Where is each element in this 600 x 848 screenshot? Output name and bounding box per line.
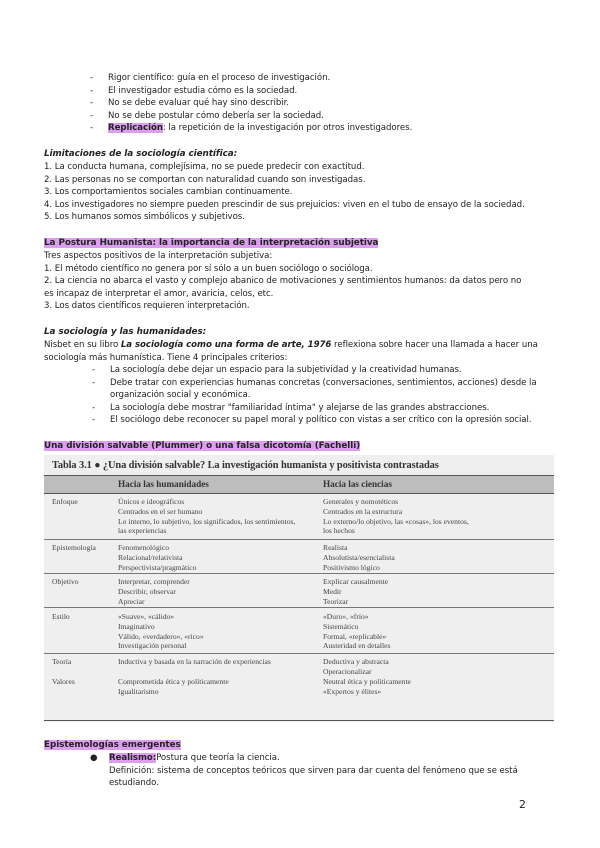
realismo-item — [90, 752, 560, 790]
table-cell: Explicar causalmente Medir Teorizar — [323, 577, 389, 606]
book-title: La sociología como una forma de arte, 1976 — [120, 340, 332, 350]
row-divider — [44, 607, 554, 608]
page-number: 2 — [519, 798, 526, 811]
table-header — [44, 475, 554, 494]
paragraph: Nisbet en su libro La sociología como una forma de arte, 1976 reflexiona sobre hacer una llamada a hacer una — [44, 340, 538, 350]
column-header: Hacia las humanidades — [118, 479, 209, 489]
section-heading: Epistemologías emergentes — [44, 740, 181, 750]
row-label: Teoría — [52, 657, 72, 666]
row-divider — [44, 653, 554, 654]
column-header: Hacia las ciencias — [323, 479, 392, 489]
list-item: 3. Los comportamientos sociales cambian continuamente. — [44, 187, 293, 198]
section-heading: La sociología y las humanidades: — [44, 327, 207, 337]
bullet-icon: ● — [90, 753, 98, 763]
list-item: 2. Las personas no se comportan con naturalidad cuando son investigadas. — [44, 174, 366, 185]
list-item: 2. La ciencia no abarca el vasto y complejo abanico de motivaciones y sentimientos humanos: da datos pero no — [44, 276, 522, 287]
table-cell: Inductiva y basada en la narración de experiencias — [118, 657, 271, 666]
row-label: Enfoque — [52, 497, 78, 506]
list-item: organización social y económica. — [110, 390, 251, 401]
list-item: - No se debe postular cómo debería ser la sociedad. — [90, 110, 324, 121]
paragraph: Definición: sistema de conceptos teóricos que sirven para dar cuenta del fenómeno que se está — [109, 765, 518, 776]
division-section — [44, 440, 564, 453]
list-item: - Debe tratar con experiencias humanas concretas (conversaciones, sentimientos, acciones) desde la — [92, 377, 537, 388]
list-item: ● Realismo:Postura que teoría la ciencia. — [90, 753, 280, 763]
table-cell: Generales y nomotéticos Centrados en la estructura Lo externo/lo objetivo, las «cosas», los eventos, los hechos — [323, 497, 469, 536]
paragraph: sociología más humanística. Tiene 4 principales criterios: — [44, 352, 288, 363]
list-item: - El investigador estudia cómo es la sociedad. — [90, 85, 298, 96]
comparison-table — [44, 455, 554, 722]
row-label: Epistemología — [52, 543, 96, 552]
section-heading: Una división salvable (Plummer) o una falsa dicotomía (Fachelli) — [44, 441, 361, 451]
list-item: - La sociología debe dejar un espacio para la subjetividad y la creatividad humanas. — [92, 365, 462, 375]
replicacion-term: Replicación — [108, 123, 163, 134]
list-item: - Rigor científico: guía en el proceso de investigación. — [90, 73, 331, 83]
list-item: - No se debe evaluar qué hay sino describir. — [90, 98, 289, 109]
list-item: 3. Los datos científicos requieren interpretación. — [44, 301, 250, 312]
table-bottom-rule — [44, 720, 554, 721]
section-heading: La Postura Humanista: la importancia de la interpretación subjetiva — [44, 238, 379, 248]
intro-dash-list — [90, 72, 570, 135]
table-cell: Deductiva y abstracta Operacionalizar — [323, 657, 389, 676]
paragraph: estudiando. — [109, 778, 159, 789]
humanista-section — [44, 237, 564, 313]
table-cell: Únicos e ideográficos Centrados en el ser humano Lo interno, lo subjetivo, los significados, los sentimientos, las experiencias — [118, 497, 296, 536]
realismo-term: Realismo: — [109, 753, 157, 763]
row-label: Estilo — [52, 612, 70, 621]
list-item-replicacion: - Replicación: la repetición de la investigación por otros investigadores. — [90, 123, 413, 134]
list-item: 1. El método científico no genera por sí sólo a un buen sociólogo o socióloga. — [44, 263, 373, 274]
list-item: 5. Los humanos somos simbólicos y subjetivos. — [44, 212, 245, 223]
table-cell: Neutral ética y políticamente «Expertos y élites» — [323, 677, 411, 696]
row-label: Valores — [52, 677, 75, 686]
epistemologias-section — [44, 739, 564, 752]
list-item: es incapaz de interpretar el amor, avaricia, celos, etc. — [44, 288, 274, 299]
table-title: Tabla 3.1 ● ¿Una división salvable? La investigación humanista y positivista contrastadas — [52, 460, 439, 471]
section-heading: Limitaciones de la sociología científica: — [44, 149, 238, 159]
paragraph: Tres aspectos positivos de la interpretación subjetiva: — [44, 251, 273, 261]
row-label: Objetivo — [52, 577, 79, 586]
table-cell: «Duro», «frío» Sistemático Formal, «replicable» Austeridad en detalles — [323, 612, 391, 651]
table-cell: Comprometida ética y políticamente Igualitarismo — [118, 677, 229, 696]
table-cell: Interpretar, comprender Describir, observar Apreciar — [118, 577, 190, 606]
list-item: - La sociología debe mostrar "familiaridad íntima" y alejarse de las grandes abstracciones. — [92, 402, 490, 413]
criteria-list — [92, 364, 562, 427]
row-divider — [44, 573, 554, 574]
limitaciones-section — [44, 148, 564, 224]
list-item: - El sociólogo debe reconocer su papel moral y político con vistas a ser crítico con la opresión social. — [92, 415, 532, 426]
list-item: 4. Los investigadores no siempre pueden prescindir de sus prejuicios: viven en el tubo de ensayo de la sociedad. — [44, 199, 525, 210]
table-cell: Fenomenológico Relacional/relativista Perspectivista/pragmático — [118, 543, 197, 572]
table-cell: Realista Absolutista/esencialista Positivismo lógico — [323, 543, 395, 572]
humanidades-section — [44, 326, 564, 364]
table-cell: «Suave», «cálido» Imaginativo Válido, «verdadero», «rico» Investigación personal — [118, 612, 204, 651]
list-item: 1. La conducta humana, complejísima, no se puede predecir con exactitud. — [44, 162, 365, 172]
row-divider — [44, 539, 554, 540]
